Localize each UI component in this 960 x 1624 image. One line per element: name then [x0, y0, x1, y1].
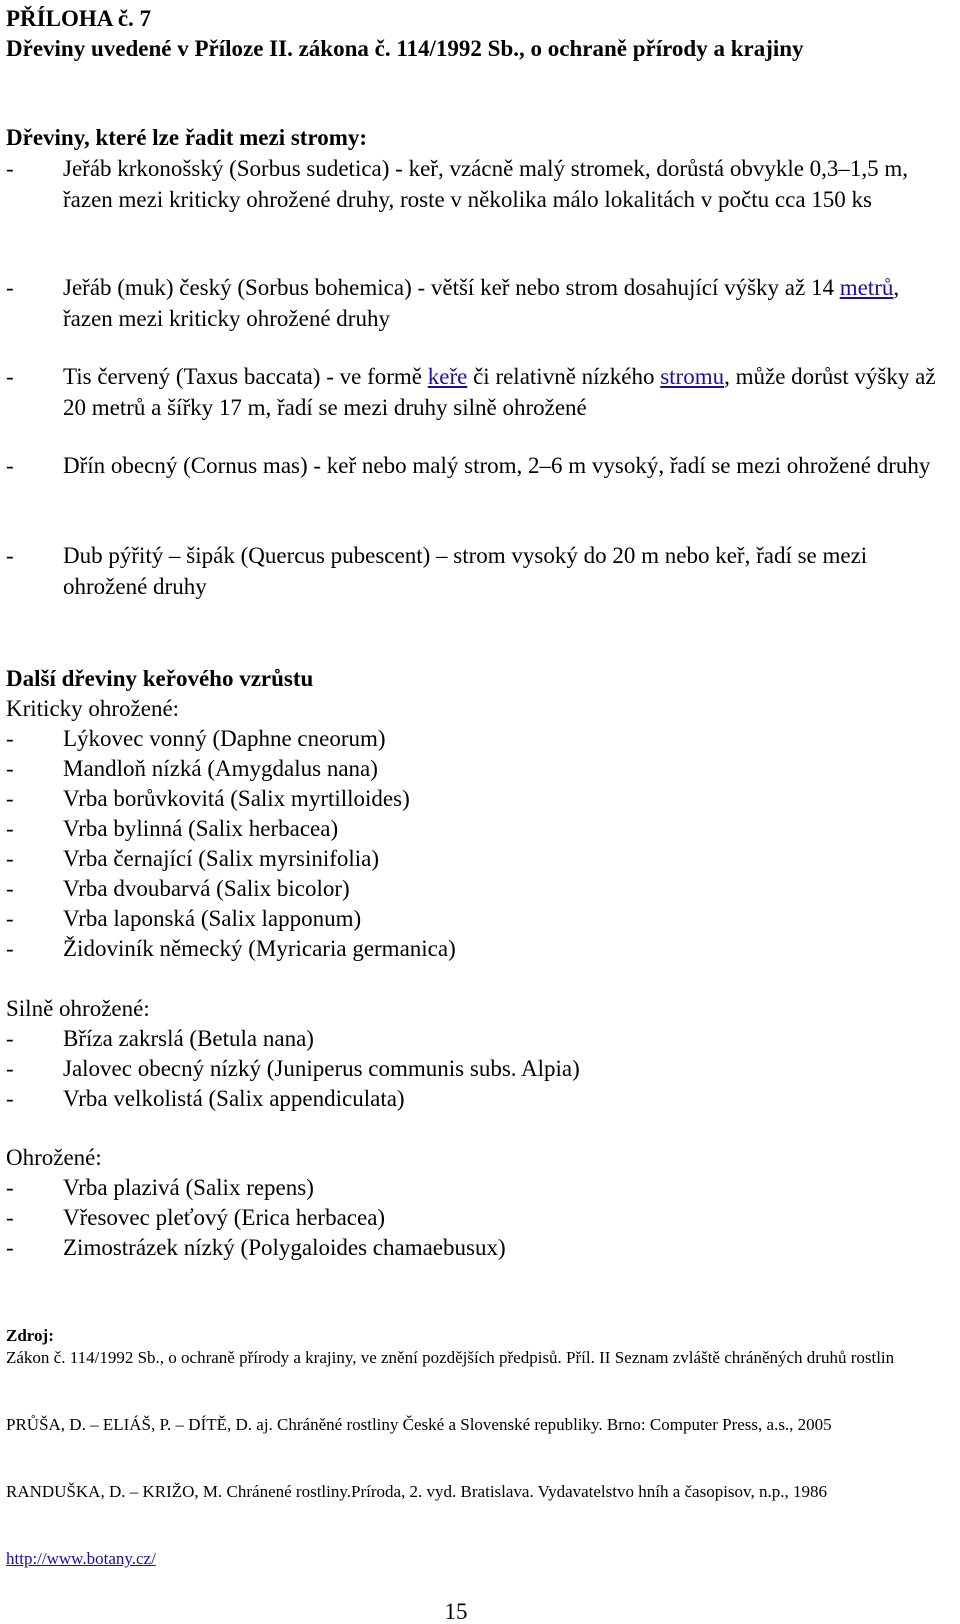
list-dash: - [6, 543, 14, 568]
source-ref: PRŮŠA, D. – ELIÁŠ, P. – DÍTĚ, D. aj. Chráněné rostliny České a Slovenské republiky. Brno: Computer Press, a.s., 2005 [6, 1415, 832, 1434]
appendix-title: PŘÍLOHA č. 7 [6, 6, 152, 31]
link-stromu[interactable]: stromu [660, 364, 725, 389]
endangered-label: Ohrožené: [6, 1145, 102, 1170]
page-number: 15 [444, 1599, 468, 1624]
list-dash: - [6, 453, 14, 478]
tree-item-text: Tis červený (Taxus baccata) - ve formě keře či relativně nízkého stromu, může dorůst výšky až 20 metrů a šířky 17 m, řadí se mezi druhy silně ohrožené [63, 364, 936, 420]
tree-item-text: Jeřáb (muk) český (Sorbus bohemica) - větší keř nebo strom dosahující výšky až 14 metrů, řazen mezi kriticky ohrožené druhy [63, 275, 900, 331]
tree-item-quercus-pubescens [6, 540, 940, 602]
tree-item-cornus-mas [6, 450, 940, 481]
tree-item-sorbus-bohemica [6, 272, 940, 334]
tree-item-text: Dřín obecný (Cornus mas) - keř nebo malý strom, 2–6 m vysoký, řadí se mezi ohrožené druhy [63, 453, 931, 478]
strong-label: Silně ohrožené: [6, 996, 150, 1021]
link-kere[interactable]: keře [427, 364, 468, 389]
source-ref: Zákon č. 114/1992 Sb., o ochraně přírody a krajiny, ve znění pozdějších předpisů. Příl. II Seznam zvláště chráněných druhů rostlin [6, 1348, 895, 1367]
tree-item-text: Jeřáb krkonošský (Sorbus sudetica) - keř, vzácně malý stromek, dorůstá obvykle 0,3–1,5 m, řazen mezi kriticky ohrožené druhy, roste v několika málo lokalitách v počtu cca 150 ks [63, 156, 909, 212]
tree-item-sorbus-sudetica [6, 153, 940, 215]
critical-label: Kriticky ohrožené: [6, 696, 180, 721]
tree-item-text: Dub pýřitý – šipák (Quercus pubescent) – strom vysoký do 20 m nebo keř, řadí se mezi ohrožené druhy [63, 543, 868, 599]
shrubs-section-title: Další dřeviny keřového vzrůstu [6, 666, 314, 691]
appendix-subtitle: Dřeviny uvedené v Příloze II. zákona č. 114/1992 Sb., o ochraně přírody a krajiny [6, 36, 804, 61]
list-dash: - [6, 364, 14, 389]
trees-section-title: Dřeviny, které lze řadit mezi stromy: [6, 125, 368, 150]
tree-item-taxus-baccata [6, 361, 940, 423]
list-dash: - [6, 275, 14, 300]
link-metru[interactable]: metrů [839, 275, 894, 300]
botany-link[interactable]: http://www.botany.cz/ [6, 1549, 156, 1568]
source-ref: RANDUŠKA, D. – KRIŽO, M. Chránené rostliny.Príroda, 2. vyd. Bratislava. Vydavatelstvo hníh a časopisov, n.p., 1986 [6, 1482, 827, 1501]
list-dash: - [6, 156, 14, 181]
sources-title: Zdroj: [6, 1326, 54, 1345]
